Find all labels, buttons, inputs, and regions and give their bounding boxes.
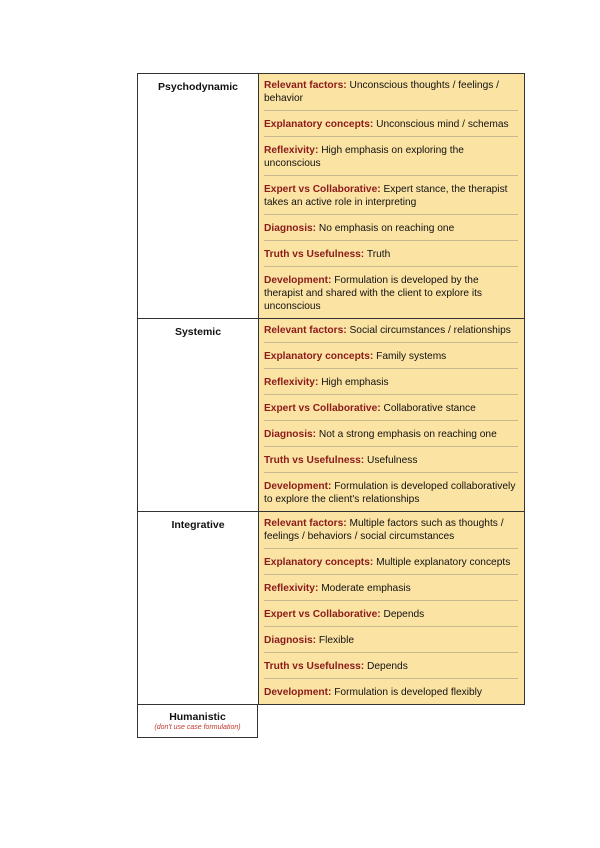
item-text: High emphasis — [318, 377, 389, 388]
row-cells — [259, 319, 524, 511]
item-text: Multiple explanatory concepts — [373, 557, 511, 568]
item-text: Unconscious thoughts / feelings / behavior — [264, 80, 500, 104]
item-text: Truth — [364, 249, 391, 260]
item-key: Truth vs Usefulness: — [264, 455, 365, 466]
item-text: Usefulness — [364, 455, 418, 466]
item-key: Truth vs Usefulness: — [264, 249, 365, 260]
row-label: Systemic — [138, 319, 259, 511]
item-text: No emphasis on reaching one — [316, 223, 455, 234]
item-key: Development: — [264, 481, 332, 492]
item-text: Family systems — [373, 351, 447, 362]
list-item — [264, 580, 518, 601]
item-key: Reflexivity: — [264, 583, 319, 594]
list-item — [264, 452, 518, 473]
item-key: Diagnosis: — [264, 429, 317, 440]
item-key: Development: — [264, 687, 332, 698]
item-text: Social circumstances / relationships — [346, 325, 511, 336]
item-key: Truth vs Usefulness: — [264, 661, 365, 672]
item-text: High emphasis on exploring the unconscious — [264, 145, 464, 169]
list-item — [264, 181, 518, 215]
list-item — [264, 272, 518, 315]
formulation-table — [137, 73, 525, 705]
item-key: Diagnosis: — [264, 223, 317, 234]
item-key: Reflexivity: — [264, 145, 319, 156]
list-item — [264, 606, 518, 627]
list-item — [264, 374, 518, 395]
list-item — [264, 246, 518, 267]
list-item — [264, 632, 518, 653]
list-item — [264, 77, 518, 111]
item-text: Moderate emphasis — [318, 583, 411, 594]
list-item — [264, 658, 518, 679]
row-label: Humanistic — [169, 711, 226, 723]
list-item — [264, 554, 518, 575]
item-key: Reflexivity: — [264, 377, 319, 388]
list-item — [264, 426, 518, 447]
item-text: Depends — [364, 661, 408, 672]
item-key: Development: — [264, 275, 332, 286]
item-text: Multiple factors such as thoughts / feelings / behaviors / social circumstances — [264, 518, 504, 542]
humanistic-note: (don't use case formulation) — [154, 724, 241, 731]
row-integrative — [137, 511, 525, 705]
list-item — [264, 220, 518, 241]
list-item — [264, 142, 518, 176]
item-text: Flexible — [316, 635, 355, 646]
row-systemic — [137, 318, 525, 511]
item-text: Expert stance, the therapist takes an active role in interpreting — [264, 184, 508, 208]
item-key: Explanatory concepts: — [264, 557, 374, 568]
item-key: Expert vs Collaborative: — [264, 184, 381, 195]
item-key: Explanatory concepts: — [264, 119, 374, 130]
row-cells — [259, 74, 524, 318]
list-item — [264, 400, 518, 421]
item-key: Relevant factors: — [264, 80, 347, 91]
item-key: Expert vs Collaborative: — [264, 609, 381, 620]
item-text: Formulation is developed collaboratively to explore the client's relationships — [264, 481, 516, 505]
item-text: Depends — [380, 609, 425, 620]
row-label: Psychodynamic — [138, 74, 259, 318]
item-key: Expert vs Collaborative: — [264, 403, 381, 414]
item-text: Collaborative stance — [380, 403, 476, 414]
list-item — [264, 684, 518, 701]
list-item — [264, 322, 518, 343]
item-text: Not a strong emphasis on reaching one — [316, 429, 497, 440]
row-label: Integrative — [138, 512, 259, 704]
list-item — [264, 116, 518, 137]
list-item — [264, 478, 518, 508]
item-key: Diagnosis: — [264, 635, 317, 646]
row-humanistic — [137, 705, 258, 738]
item-key: Relevant factors: — [264, 325, 347, 336]
row-psychodynamic — [137, 73, 525, 318]
item-key: Relevant factors: — [264, 518, 347, 529]
row-cells — [259, 512, 524, 704]
item-text: Unconscious mind / schemas — [373, 119, 509, 130]
list-item — [264, 348, 518, 369]
list-item — [264, 515, 518, 549]
item-text: Formulation is developed flexibly — [331, 687, 482, 698]
item-key: Explanatory concepts: — [264, 351, 374, 362]
item-text: Formulation is developed by the therapist and shared with the client to explore its unconscious — [264, 275, 483, 312]
